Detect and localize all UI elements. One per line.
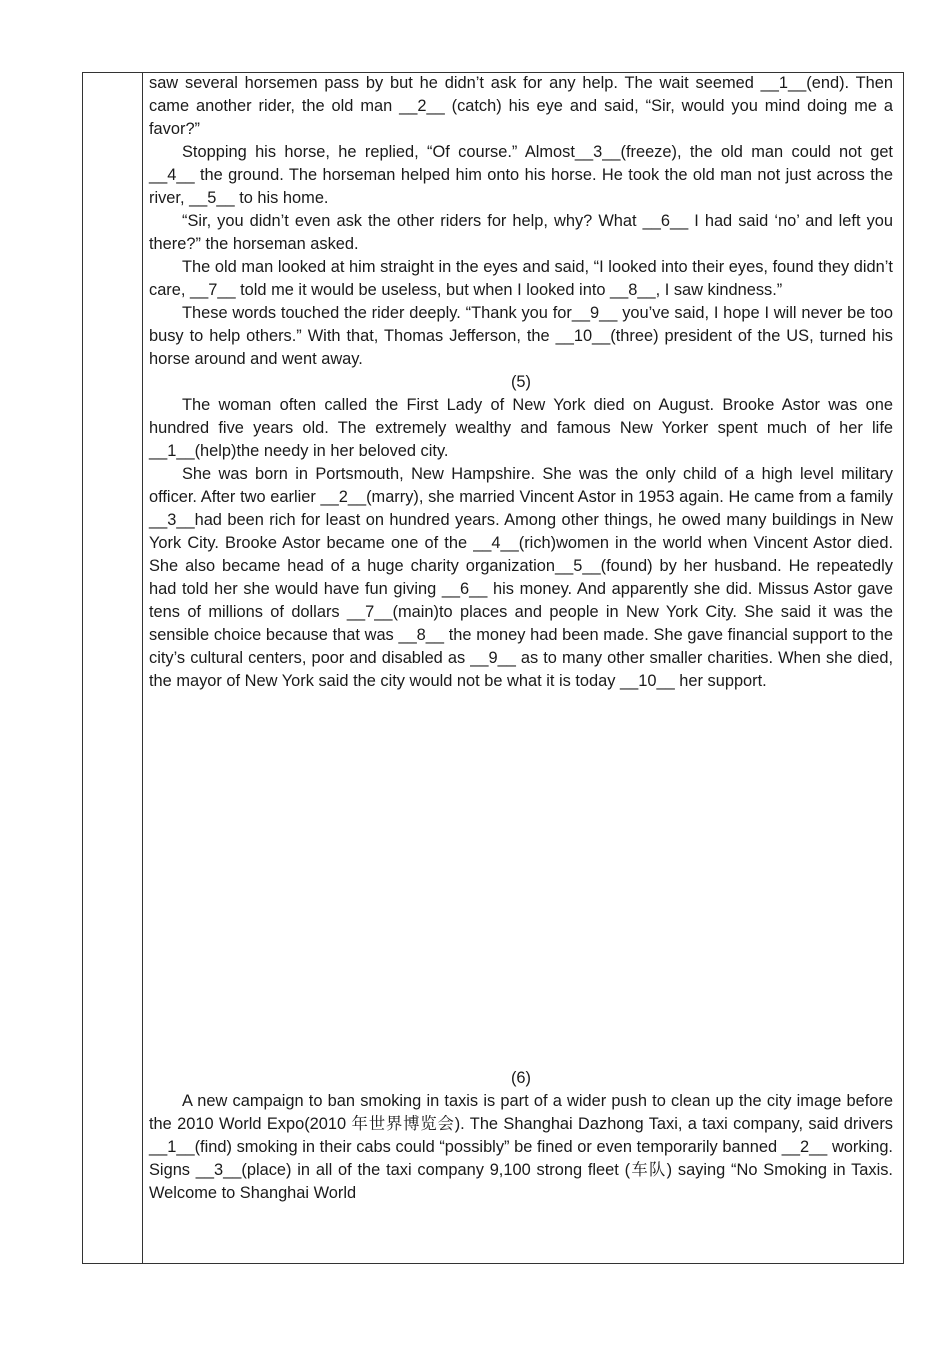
passage5-number: (5) [510, 373, 532, 391]
passage4-paragraph-2: Stopping his horse, he replied, “Of course.” Almost__3__(freeze), the old man could not get __4__ the ground. The horseman helped him onto his horse. He took the old man not just across the river, __5__ to his home. [149, 143, 893, 207]
passage5-paragraph-1: The woman often called the First Lady of New York died on August. Brooke Astor was one hundred five years old. The extremely wealthy and famous New Yorker spent much of her life __1__(help)the needy in her beloved city. [149, 396, 893, 460]
passage4-paragraph-1: saw several horsemen pass by but he didn’t ask for any help. The wait seemed __1__(end). Then came another rider, the old man __2__ (catch) his eye and said, “Sir, would you mind doing me a favor?” [149, 74, 893, 138]
passage4-paragraph-4: The old man looked at him straight in the eyes and said, “I looked into their eyes, found they didn’t care, __7__ told me it would be useless, but when I looked into __8__, I saw kindness.” [149, 258, 893, 299]
passage4-paragraph-5: These words touched the rider deeply. “Thank you for__9__ you’ve said, I hope I will never be too busy to help others.” With that, Thomas Jefferson, the __10__(three) president of the US, turned his horse around and went away. [149, 304, 893, 368]
passage6-paragraph-1: A new campaign to ban smoking in taxis is part of a wider push to clean up the city image before the 2010 World Expo(2010 年世界博览会). The Shanghai Dazhong Taxi, a taxi company, said drivers __1__(find) smoking in their cabs could “possibly” be fined or even temporarily banned __2__ working. Signs __3__(place) in all of the taxi company 9,100 strong fleet (车队) saying “No Smoking in Taxis. Welcome to Shanghai World [149, 1092, 893, 1202]
document-content [149, 72, 893, 1205]
passage6-number: (6) [510, 1069, 532, 1087]
passage4-paragraph-3: “Sir, you didn’t even ask the other riders for help, why? What __6__ I had said ‘no’ and left you there?” the horseman asked. [149, 212, 893, 253]
passage5-paragraph-2: She was born in Portsmouth, New Hampshire. She was the only child of a high level military officer. After two earlier __2__(marry), she married Vincent Astor in 1953 again. He came from a family __3__had been rich for least on hundred years. Among other things, he owed many buildings in New York City. Brooke Astor became one of the __4__(rich)women in the world when Vincent Astor died. She also became head of a huge charity organization__5__(found) by her husband. He repeatedly had told her she would have fun giving __6__ his money. And apparently she did. Missus Astor gave tens of millions of dollars __7__(main)to places and people in New York City. She said it was the sensible choice because that was __8__ the money had been made. She gave financial support to the city’s cultural centers, poor and disabled as __9__ as to many other smaller charities. When she died, the mayor of New York said the city would not be what it is today __10__ her support. [149, 465, 893, 690]
table-column-divider [142, 72, 143, 1264]
blank-space [149, 693, 893, 1067]
